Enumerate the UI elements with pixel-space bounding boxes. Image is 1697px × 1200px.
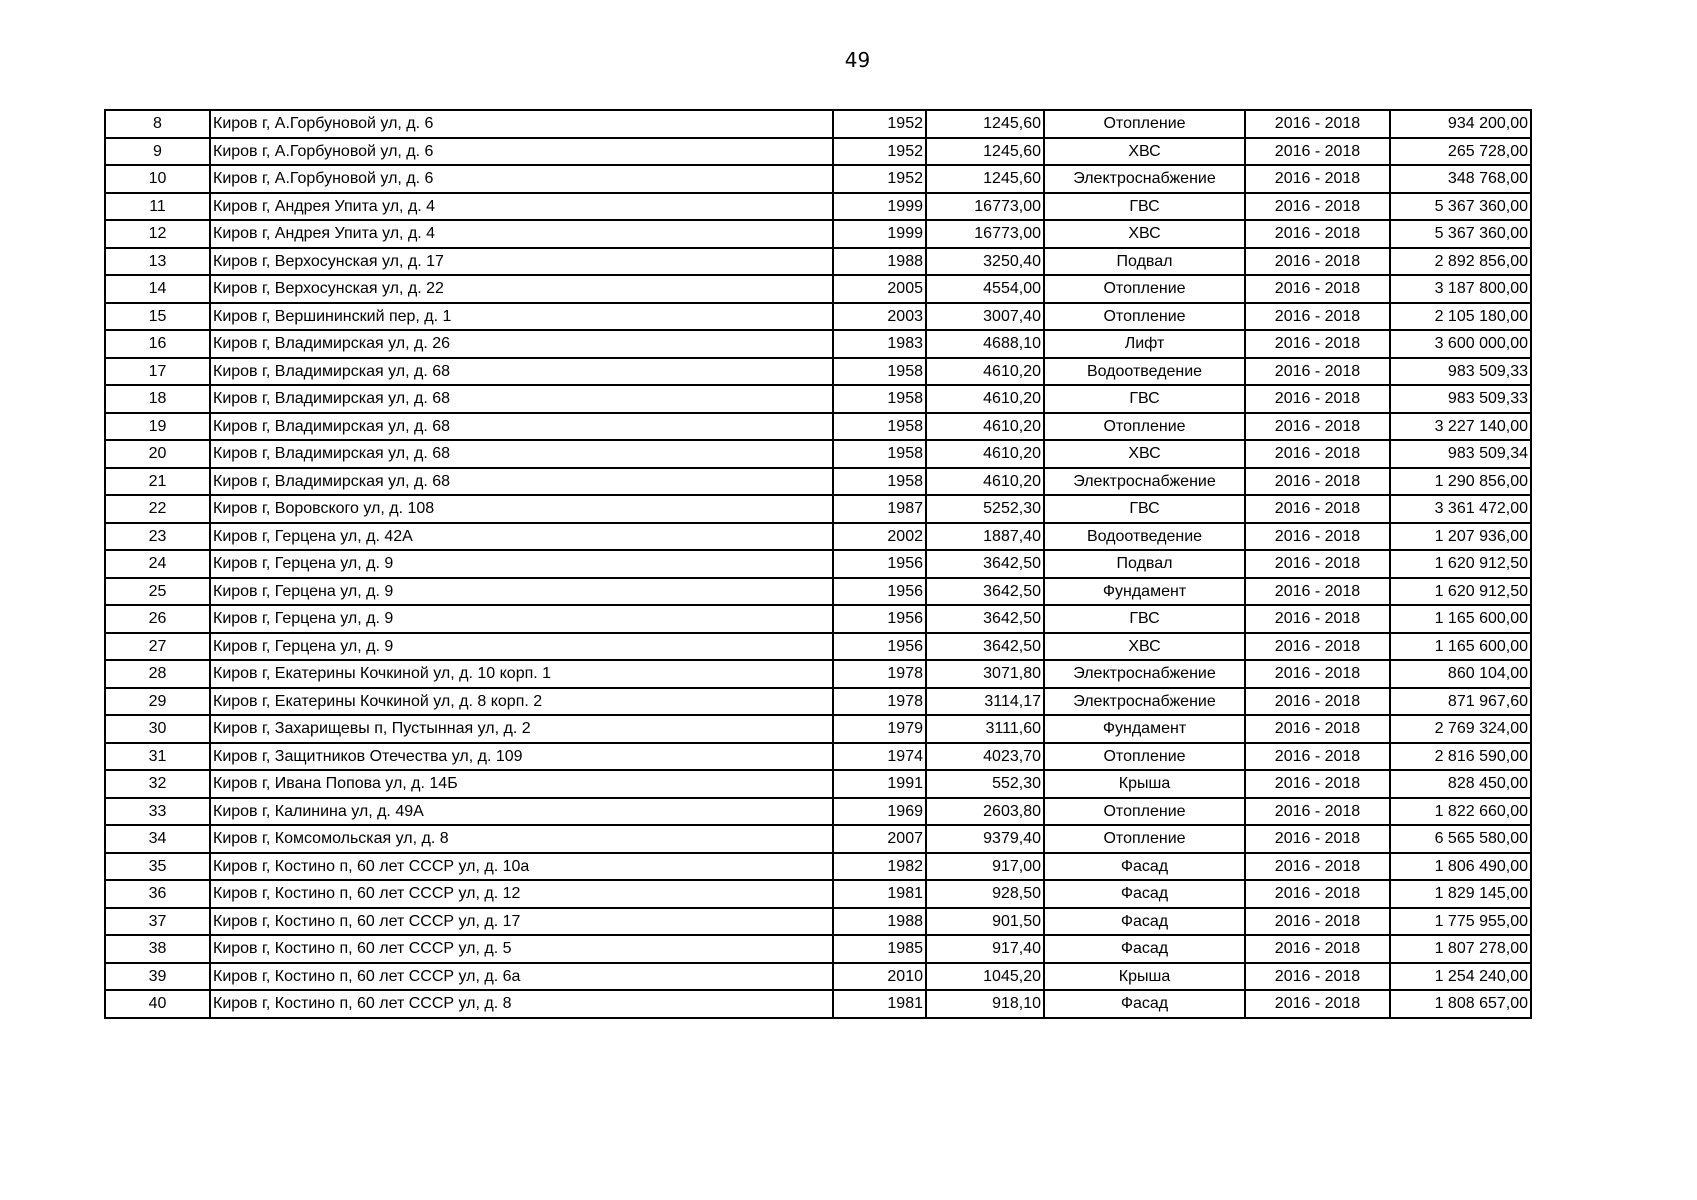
row-number-cell: 31 <box>105 743 210 771</box>
work-type-cell: Отопление <box>1044 413 1245 441</box>
row-number-cell: 20 <box>105 440 210 468</box>
table-row <box>105 220 1531 248</box>
period-cell: 2016 - 2018 <box>1245 468 1390 496</box>
period-cell: 2016 - 2018 <box>1245 248 1390 276</box>
area-cell: 3642,50 <box>926 578 1044 606</box>
row-number-cell: 21 <box>105 468 210 496</box>
address-cell: Киров г, Герцена ул, д. 9 <box>210 578 833 606</box>
row-number-cell: 25 <box>105 578 210 606</box>
cost-cell: 2 769 324,00 <box>1390 715 1531 743</box>
table-row <box>105 275 1531 303</box>
area-cell: 16773,00 <box>926 193 1044 221</box>
work-type-cell: ГВС <box>1044 193 1245 221</box>
cost-cell: 3 600 000,00 <box>1390 330 1531 358</box>
table-row <box>105 963 1531 991</box>
period-cell: 2016 - 2018 <box>1245 385 1390 413</box>
address-cell: Киров г, Верхосунская ул, д. 17 <box>210 248 833 276</box>
table-row <box>105 770 1531 798</box>
period-cell: 2016 - 2018 <box>1245 825 1390 853</box>
cost-cell: 348 768,00 <box>1390 165 1531 193</box>
table-row <box>105 990 1531 1018</box>
registry-table-body <box>105 110 1531 1018</box>
row-number-cell: 35 <box>105 853 210 881</box>
cost-cell: 1 806 490,00 <box>1390 853 1531 881</box>
table-row <box>105 138 1531 166</box>
work-type-cell: ХВС <box>1044 220 1245 248</box>
work-type-cell: Отопление <box>1044 110 1245 138</box>
address-cell: Киров г, Костино п, 60 лет СССР ул, д. 12 <box>210 880 833 908</box>
table-row <box>105 660 1531 688</box>
address-cell: Киров г, Воровского ул, д. 108 <box>210 495 833 523</box>
table-row <box>105 825 1531 853</box>
table-row <box>105 193 1531 221</box>
address-cell: Киров г, Владимирская ул, д. 68 <box>210 358 833 386</box>
work-type-cell: Отопление <box>1044 825 1245 853</box>
work-type-cell: Крыша <box>1044 963 1245 991</box>
row-number-cell: 38 <box>105 935 210 963</box>
table-row <box>105 715 1531 743</box>
cost-cell: 1 290 856,00 <box>1390 468 1531 496</box>
period-cell: 2016 - 2018 <box>1245 688 1390 716</box>
area-cell: 4610,20 <box>926 358 1044 386</box>
build-year-cell: 1981 <box>833 880 926 908</box>
work-type-cell: ГВС <box>1044 605 1245 633</box>
period-cell: 2016 - 2018 <box>1245 605 1390 633</box>
row-number-cell: 40 <box>105 990 210 1018</box>
address-cell: Киров г, Костино п, 60 лет СССР ул, д. 8 <box>210 990 833 1018</box>
period-cell: 2016 - 2018 <box>1245 578 1390 606</box>
table-row <box>105 908 1531 936</box>
work-type-cell: Фасад <box>1044 853 1245 881</box>
work-type-cell: Фасад <box>1044 935 1245 963</box>
build-year-cell: 1952 <box>833 138 926 166</box>
area-cell: 4023,70 <box>926 743 1044 771</box>
cost-cell: 1 822 660,00 <box>1390 798 1531 826</box>
build-year-cell: 1956 <box>833 633 926 661</box>
address-cell: Киров г, Екатерины Кочкиной ул, д. 8 корп. 2 <box>210 688 833 716</box>
period-cell: 2016 - 2018 <box>1245 220 1390 248</box>
work-type-cell: Отопление <box>1044 275 1245 303</box>
work-type-cell: ГВС <box>1044 495 1245 523</box>
row-number-cell: 37 <box>105 908 210 936</box>
area-cell: 9379,40 <box>926 825 1044 853</box>
work-type-cell: Отопление <box>1044 303 1245 331</box>
cost-cell: 1 620 912,50 <box>1390 550 1531 578</box>
cost-cell: 1 165 600,00 <box>1390 605 1531 633</box>
table-row <box>105 633 1531 661</box>
cost-cell: 6 565 580,00 <box>1390 825 1531 853</box>
work-type-cell: Подвал <box>1044 248 1245 276</box>
table-row <box>105 468 1531 496</box>
cost-cell: 3 361 472,00 <box>1390 495 1531 523</box>
area-cell: 3642,50 <box>926 633 1044 661</box>
build-year-cell: 2002 <box>833 523 926 551</box>
address-cell: Киров г, А.Горбуновой ул, д. 6 <box>210 138 833 166</box>
period-cell: 2016 - 2018 <box>1245 523 1390 551</box>
period-cell: 2016 - 2018 <box>1245 880 1390 908</box>
row-number-cell: 9 <box>105 138 210 166</box>
area-cell: 1045,20 <box>926 963 1044 991</box>
cost-cell: 2 105 180,00 <box>1390 303 1531 331</box>
table-row <box>105 798 1531 826</box>
work-type-cell: ХВС <box>1044 138 1245 166</box>
address-cell: Киров г, Вершининский пер, д. 1 <box>210 303 833 331</box>
period-cell: 2016 - 2018 <box>1245 990 1390 1018</box>
work-type-cell: Электроснабжение <box>1044 165 1245 193</box>
work-type-cell: Электроснабжение <box>1044 468 1245 496</box>
address-cell: Киров г, А.Горбуновой ул, д. 6 <box>210 110 833 138</box>
address-cell: Киров г, Герцена ул, д. 9 <box>210 605 833 633</box>
work-type-cell: Отопление <box>1044 798 1245 826</box>
address-cell: Киров г, А.Горбуновой ул, д. 6 <box>210 165 833 193</box>
build-year-cell: 1982 <box>833 853 926 881</box>
table-row <box>105 523 1531 551</box>
period-cell: 2016 - 2018 <box>1245 853 1390 881</box>
address-cell: Киров г, Владимирская ул, д. 68 <box>210 468 833 496</box>
period-cell: 2016 - 2018 <box>1245 165 1390 193</box>
cost-cell: 1 808 657,00 <box>1390 990 1531 1018</box>
area-cell: 552,30 <box>926 770 1044 798</box>
address-cell: Киров г, Защитников Отечества ул, д. 109 <box>210 743 833 771</box>
area-cell: 3642,50 <box>926 605 1044 633</box>
address-cell: Киров г, Герцена ул, д. 42А <box>210 523 833 551</box>
build-year-cell: 1974 <box>833 743 926 771</box>
cost-cell: 5 367 360,00 <box>1390 220 1531 248</box>
build-year-cell: 1991 <box>833 770 926 798</box>
row-number-cell: 33 <box>105 798 210 826</box>
area-cell: 4554,00 <box>926 275 1044 303</box>
table-row <box>105 110 1531 138</box>
table-row <box>105 853 1531 881</box>
period-cell: 2016 - 2018 <box>1245 275 1390 303</box>
address-cell: Киров г, Костино п, 60 лет СССР ул, д. 17 <box>210 908 833 936</box>
row-number-cell: 34 <box>105 825 210 853</box>
period-cell: 2016 - 2018 <box>1245 935 1390 963</box>
area-cell: 3642,50 <box>926 550 1044 578</box>
row-number-cell: 28 <box>105 660 210 688</box>
address-cell: Киров г, Костино п, 60 лет СССР ул, д. 10а <box>210 853 833 881</box>
work-type-cell: Лифт <box>1044 330 1245 358</box>
period-cell: 2016 - 2018 <box>1245 193 1390 221</box>
address-cell: Киров г, Владимирская ул, д. 68 <box>210 413 833 441</box>
period-cell: 2016 - 2018 <box>1245 110 1390 138</box>
table-row <box>105 165 1531 193</box>
area-cell: 4610,20 <box>926 440 1044 468</box>
period-cell: 2016 - 2018 <box>1245 660 1390 688</box>
area-cell: 4610,20 <box>926 385 1044 413</box>
work-type-cell: ХВС <box>1044 633 1245 661</box>
work-type-cell: Отопление <box>1044 743 1245 771</box>
cost-cell: 1 165 600,00 <box>1390 633 1531 661</box>
address-cell: Киров г, Верхосунская ул, д. 22 <box>210 275 833 303</box>
area-cell: 901,50 <box>926 908 1044 936</box>
build-year-cell: 1988 <box>833 248 926 276</box>
period-cell: 2016 - 2018 <box>1245 358 1390 386</box>
build-year-cell: 1978 <box>833 660 926 688</box>
cost-cell: 1 775 955,00 <box>1390 908 1531 936</box>
cost-cell: 2 892 856,00 <box>1390 248 1531 276</box>
build-year-cell: 1958 <box>833 468 926 496</box>
build-year-cell: 1956 <box>833 605 926 633</box>
period-cell: 2016 - 2018 <box>1245 715 1390 743</box>
period-cell: 2016 - 2018 <box>1245 495 1390 523</box>
address-cell: Киров г, Владимирская ул, д. 68 <box>210 385 833 413</box>
address-cell: Киров г, Герцена ул, д. 9 <box>210 550 833 578</box>
table-row <box>105 358 1531 386</box>
address-cell: Киров г, Калинина ул, д. 49А <box>210 798 833 826</box>
build-year-cell: 2005 <box>833 275 926 303</box>
work-type-cell: ГВС <box>1044 385 1245 413</box>
row-number-cell: 27 <box>105 633 210 661</box>
address-cell: Киров г, Костино п, 60 лет СССР ул, д. 5 <box>210 935 833 963</box>
cost-cell: 1 207 936,00 <box>1390 523 1531 551</box>
table-row <box>105 880 1531 908</box>
cost-cell: 265 728,00 <box>1390 138 1531 166</box>
address-cell: Киров г, Комсомольская ул, д. 8 <box>210 825 833 853</box>
table-row <box>105 440 1531 468</box>
work-type-cell: Фасад <box>1044 990 1245 1018</box>
build-year-cell: 1978 <box>833 688 926 716</box>
address-cell: Киров г, Костино п, 60 лет СССР ул, д. 6а <box>210 963 833 991</box>
work-type-cell: Электроснабжение <box>1044 660 1245 688</box>
address-cell: Киров г, Владимирская ул, д. 26 <box>210 330 833 358</box>
period-cell: 2016 - 2018 <box>1245 440 1390 468</box>
period-cell: 2016 - 2018 <box>1245 303 1390 331</box>
row-number-cell: 39 <box>105 963 210 991</box>
period-cell: 2016 - 2018 <box>1245 138 1390 166</box>
table-row <box>105 743 1531 771</box>
address-cell: Киров г, Владимирская ул, д. 68 <box>210 440 833 468</box>
build-year-cell: 2003 <box>833 303 926 331</box>
build-year-cell: 1952 <box>833 110 926 138</box>
build-year-cell: 1987 <box>833 495 926 523</box>
row-number-cell: 8 <box>105 110 210 138</box>
row-number-cell: 16 <box>105 330 210 358</box>
area-cell: 16773,00 <box>926 220 1044 248</box>
cost-cell: 3 187 800,00 <box>1390 275 1531 303</box>
area-cell: 917,00 <box>926 853 1044 881</box>
cost-cell: 860 104,00 <box>1390 660 1531 688</box>
table-row <box>105 605 1531 633</box>
area-cell: 3071,80 <box>926 660 1044 688</box>
work-type-cell: Подвал <box>1044 550 1245 578</box>
row-number-cell: 36 <box>105 880 210 908</box>
work-type-cell: Фундамент <box>1044 578 1245 606</box>
period-cell: 2016 - 2018 <box>1245 550 1390 578</box>
table-row <box>105 248 1531 276</box>
build-year-cell: 1958 <box>833 440 926 468</box>
row-number-cell: 32 <box>105 770 210 798</box>
area-cell: 5252,30 <box>926 495 1044 523</box>
build-year-cell: 1979 <box>833 715 926 743</box>
area-cell: 1887,40 <box>926 523 1044 551</box>
area-cell: 917,40 <box>926 935 1044 963</box>
cost-cell: 3 227 140,00 <box>1390 413 1531 441</box>
page-number: 49 <box>844 48 871 72</box>
cost-cell: 934 200,00 <box>1390 110 1531 138</box>
area-cell: 3007,40 <box>926 303 1044 331</box>
build-year-cell: 2010 <box>833 963 926 991</box>
build-year-cell: 1985 <box>833 935 926 963</box>
period-cell: 2016 - 2018 <box>1245 330 1390 358</box>
work-type-cell: Фасад <box>1044 880 1245 908</box>
period-cell: 2016 - 2018 <box>1245 798 1390 826</box>
area-cell: 1245,60 <box>926 110 1044 138</box>
row-number-cell: 13 <box>105 248 210 276</box>
work-type-cell: ХВС <box>1044 440 1245 468</box>
row-number-cell: 22 <box>105 495 210 523</box>
cost-cell: 828 450,00 <box>1390 770 1531 798</box>
cost-cell: 1 829 145,00 <box>1390 880 1531 908</box>
build-year-cell: 1999 <box>833 193 926 221</box>
registry-table <box>104 109 1532 1019</box>
address-cell: Киров г, Андрея Упита ул, д. 4 <box>210 220 833 248</box>
build-year-cell: 1952 <box>833 165 926 193</box>
period-cell: 2016 - 2018 <box>1245 963 1390 991</box>
cost-cell: 871 967,60 <box>1390 688 1531 716</box>
build-year-cell: 2007 <box>833 825 926 853</box>
row-number-cell: 11 <box>105 193 210 221</box>
area-cell: 1245,60 <box>926 138 1044 166</box>
build-year-cell: 1956 <box>833 550 926 578</box>
work-type-cell: Электроснабжение <box>1044 688 1245 716</box>
address-cell: Киров г, Герцена ул, д. 9 <box>210 633 833 661</box>
work-type-cell: Водоотведение <box>1044 523 1245 551</box>
cost-cell: 1 807 278,00 <box>1390 935 1531 963</box>
table-row <box>105 578 1531 606</box>
table-row <box>105 330 1531 358</box>
address-cell: Киров г, Екатерины Кочкиной ул, д. 10 корп. 1 <box>210 660 833 688</box>
cost-cell: 983 509,33 <box>1390 385 1531 413</box>
period-cell: 2016 - 2018 <box>1245 770 1390 798</box>
cost-cell: 5 367 360,00 <box>1390 193 1531 221</box>
table-row <box>105 413 1531 441</box>
area-cell: 2603,80 <box>926 798 1044 826</box>
row-number-cell: 23 <box>105 523 210 551</box>
work-type-cell: Крыша <box>1044 770 1245 798</box>
period-cell: 2016 - 2018 <box>1245 633 1390 661</box>
address-cell: Киров г, Захарищевы п, Пустынная ул, д. 2 <box>210 715 833 743</box>
row-number-cell: 29 <box>105 688 210 716</box>
work-type-cell: Фундамент <box>1044 715 1245 743</box>
table-row <box>105 935 1531 963</box>
cost-cell: 983 509,33 <box>1390 358 1531 386</box>
area-cell: 3114,17 <box>926 688 1044 716</box>
build-year-cell: 1999 <box>833 220 926 248</box>
area-cell: 3250,40 <box>926 248 1044 276</box>
build-year-cell: 1988 <box>833 908 926 936</box>
cost-cell: 2 816 590,00 <box>1390 743 1531 771</box>
row-number-cell: 17 <box>105 358 210 386</box>
build-year-cell: 1958 <box>833 413 926 441</box>
build-year-cell: 1983 <box>833 330 926 358</box>
row-number-cell: 18 <box>105 385 210 413</box>
build-year-cell: 1958 <box>833 385 926 413</box>
cost-cell: 1 254 240,00 <box>1390 963 1531 991</box>
row-number-cell: 14 <box>105 275 210 303</box>
address-cell: Киров г, Андрея Упита ул, д. 4 <box>210 193 833 221</box>
area-cell: 3111,60 <box>926 715 1044 743</box>
work-type-cell: Фасад <box>1044 908 1245 936</box>
table-row <box>105 303 1531 331</box>
table-row <box>105 385 1531 413</box>
row-number-cell: 10 <box>105 165 210 193</box>
table-row <box>105 495 1531 523</box>
build-year-cell: 1969 <box>833 798 926 826</box>
work-type-cell: Водоотведение <box>1044 358 1245 386</box>
period-cell: 2016 - 2018 <box>1245 743 1390 771</box>
table-row <box>105 688 1531 716</box>
area-cell: 918,10 <box>926 990 1044 1018</box>
period-cell: 2016 - 2018 <box>1245 413 1390 441</box>
build-year-cell: 1981 <box>833 990 926 1018</box>
area-cell: 4610,20 <box>926 468 1044 496</box>
cost-cell: 1 620 912,50 <box>1390 578 1531 606</box>
table-row <box>105 550 1531 578</box>
row-number-cell: 12 <box>105 220 210 248</box>
area-cell: 1245,60 <box>926 165 1044 193</box>
row-number-cell: 30 <box>105 715 210 743</box>
area-cell: 4610,20 <box>926 413 1044 441</box>
cost-cell: 983 509,34 <box>1390 440 1531 468</box>
build-year-cell: 1958 <box>833 358 926 386</box>
area-cell: 4688,10 <box>926 330 1044 358</box>
area-cell: 928,50 <box>926 880 1044 908</box>
period-cell: 2016 - 2018 <box>1245 908 1390 936</box>
row-number-cell: 26 <box>105 605 210 633</box>
row-number-cell: 15 <box>105 303 210 331</box>
build-year-cell: 1956 <box>833 578 926 606</box>
address-cell: Киров г, Ивана Попова ул, д. 14Б <box>210 770 833 798</box>
row-number-cell: 24 <box>105 550 210 578</box>
row-number-cell: 19 <box>105 413 210 441</box>
